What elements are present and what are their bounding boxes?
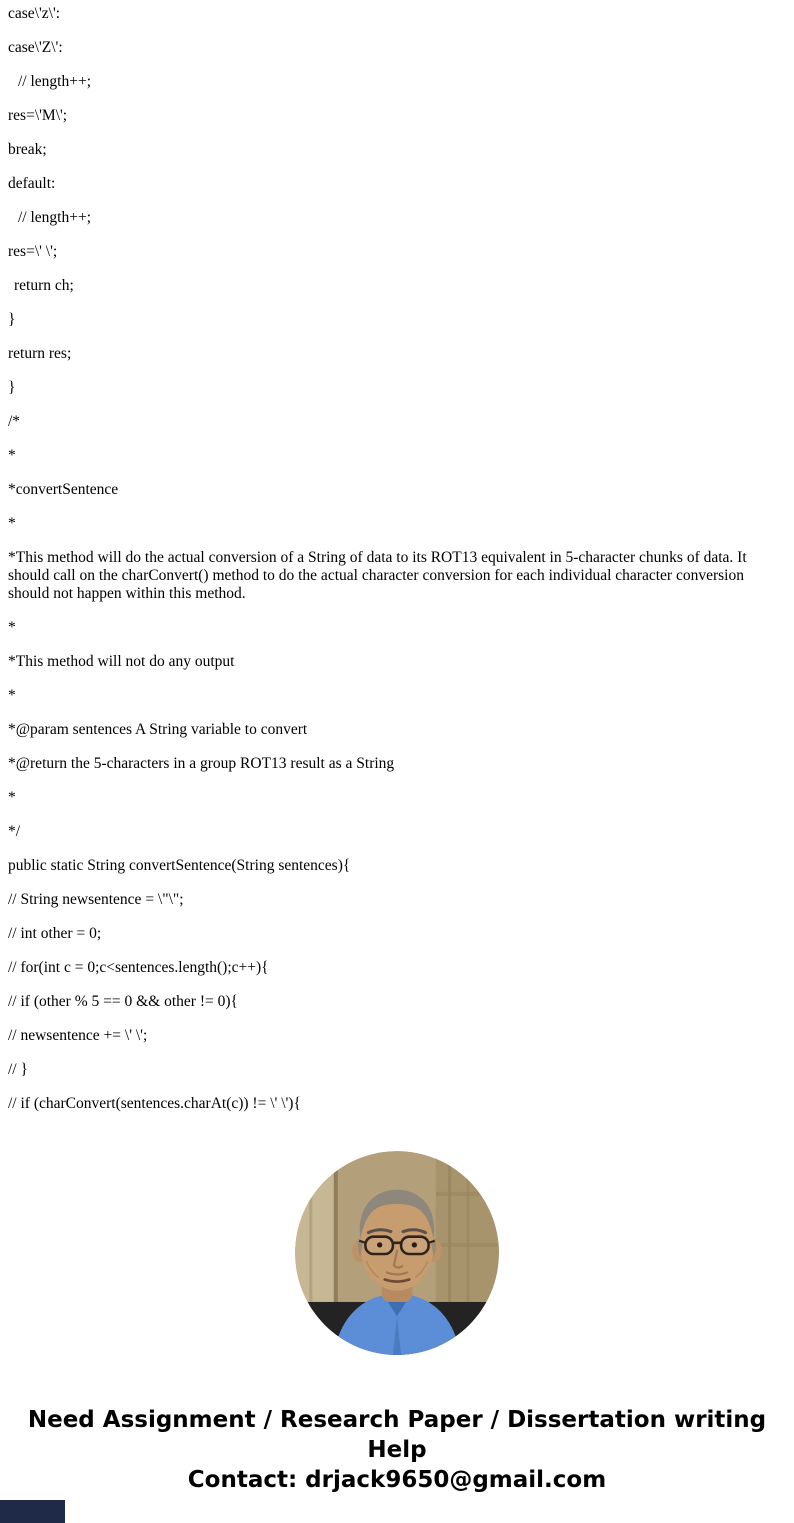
- code-line: }: [8, 311, 16, 328]
- code-line: *: [8, 687, 16, 704]
- code-line: // }: [8, 1061, 28, 1078]
- code-line: /*: [8, 413, 21, 430]
- code-line: res=\' \';: [8, 243, 58, 260]
- code-line: *: [8, 789, 16, 806]
- code-line: return res;: [8, 345, 72, 362]
- code-line: case\'Z\':: [8, 39, 63, 56]
- code-line: public static String convertSentence(String sentences){: [8, 857, 351, 874]
- code-line: *This method will not do any output: [8, 653, 235, 670]
- code-line: *: [8, 447, 16, 464]
- code-line: *: [8, 619, 16, 636]
- code-line: case\'z\':: [8, 5, 61, 22]
- code-line: // newsentence += \' \';: [8, 1027, 148, 1044]
- code-line: // int other = 0;: [8, 925, 102, 942]
- code-line: // String newsentence = \"\";: [8, 891, 184, 908]
- code-line: // if (charConvert(sentences.charAt(c)) != \' \'){: [8, 1095, 301, 1112]
- avatar-container: [0, 1151, 794, 1355]
- code-line: *: [8, 515, 16, 532]
- code-line: // length++;: [18, 209, 92, 226]
- code-line: // length++;: [18, 73, 92, 90]
- code-line: // if (other % 5 == 0 && other != 0){: [8, 993, 238, 1010]
- code-line: *@param sentences A String variable to convert: [8, 721, 308, 738]
- footer-banner: [0, 1405, 794, 1495]
- code-line: return ch;: [14, 277, 74, 294]
- code-line: default:: [8, 175, 56, 192]
- code-line: }: [8, 379, 16, 396]
- bottom-left-banner-fragment: [0, 1500, 65, 1523]
- code-line: // for(int c = 0;c<sentences.length();c++){: [8, 959, 269, 976]
- code-line: *@return the 5-characters in a group ROT13 result as a String: [8, 755, 395, 772]
- code-line: *This method will do the actual conversion of a String of data to its ROT13 equivalent in 5-character chunks of data. It should call on the charConvert() method to do the actual character conversion for each individual character conversion should not happen within this method.: [8, 549, 747, 602]
- code-line: res=\'M\';: [8, 107, 68, 124]
- presenter-avatar: [295, 1151, 499, 1355]
- code-line: */: [8, 823, 21, 840]
- footer-help-text: Need Assignment / Research Paper / Dissertation writing Help: [27, 1407, 767, 1463]
- footer-contact-text: Contact: drjack9650@gmail.com: [187, 1467, 607, 1493]
- code-line: *convertSentence: [8, 481, 119, 498]
- code-line: break;: [8, 141, 47, 158]
